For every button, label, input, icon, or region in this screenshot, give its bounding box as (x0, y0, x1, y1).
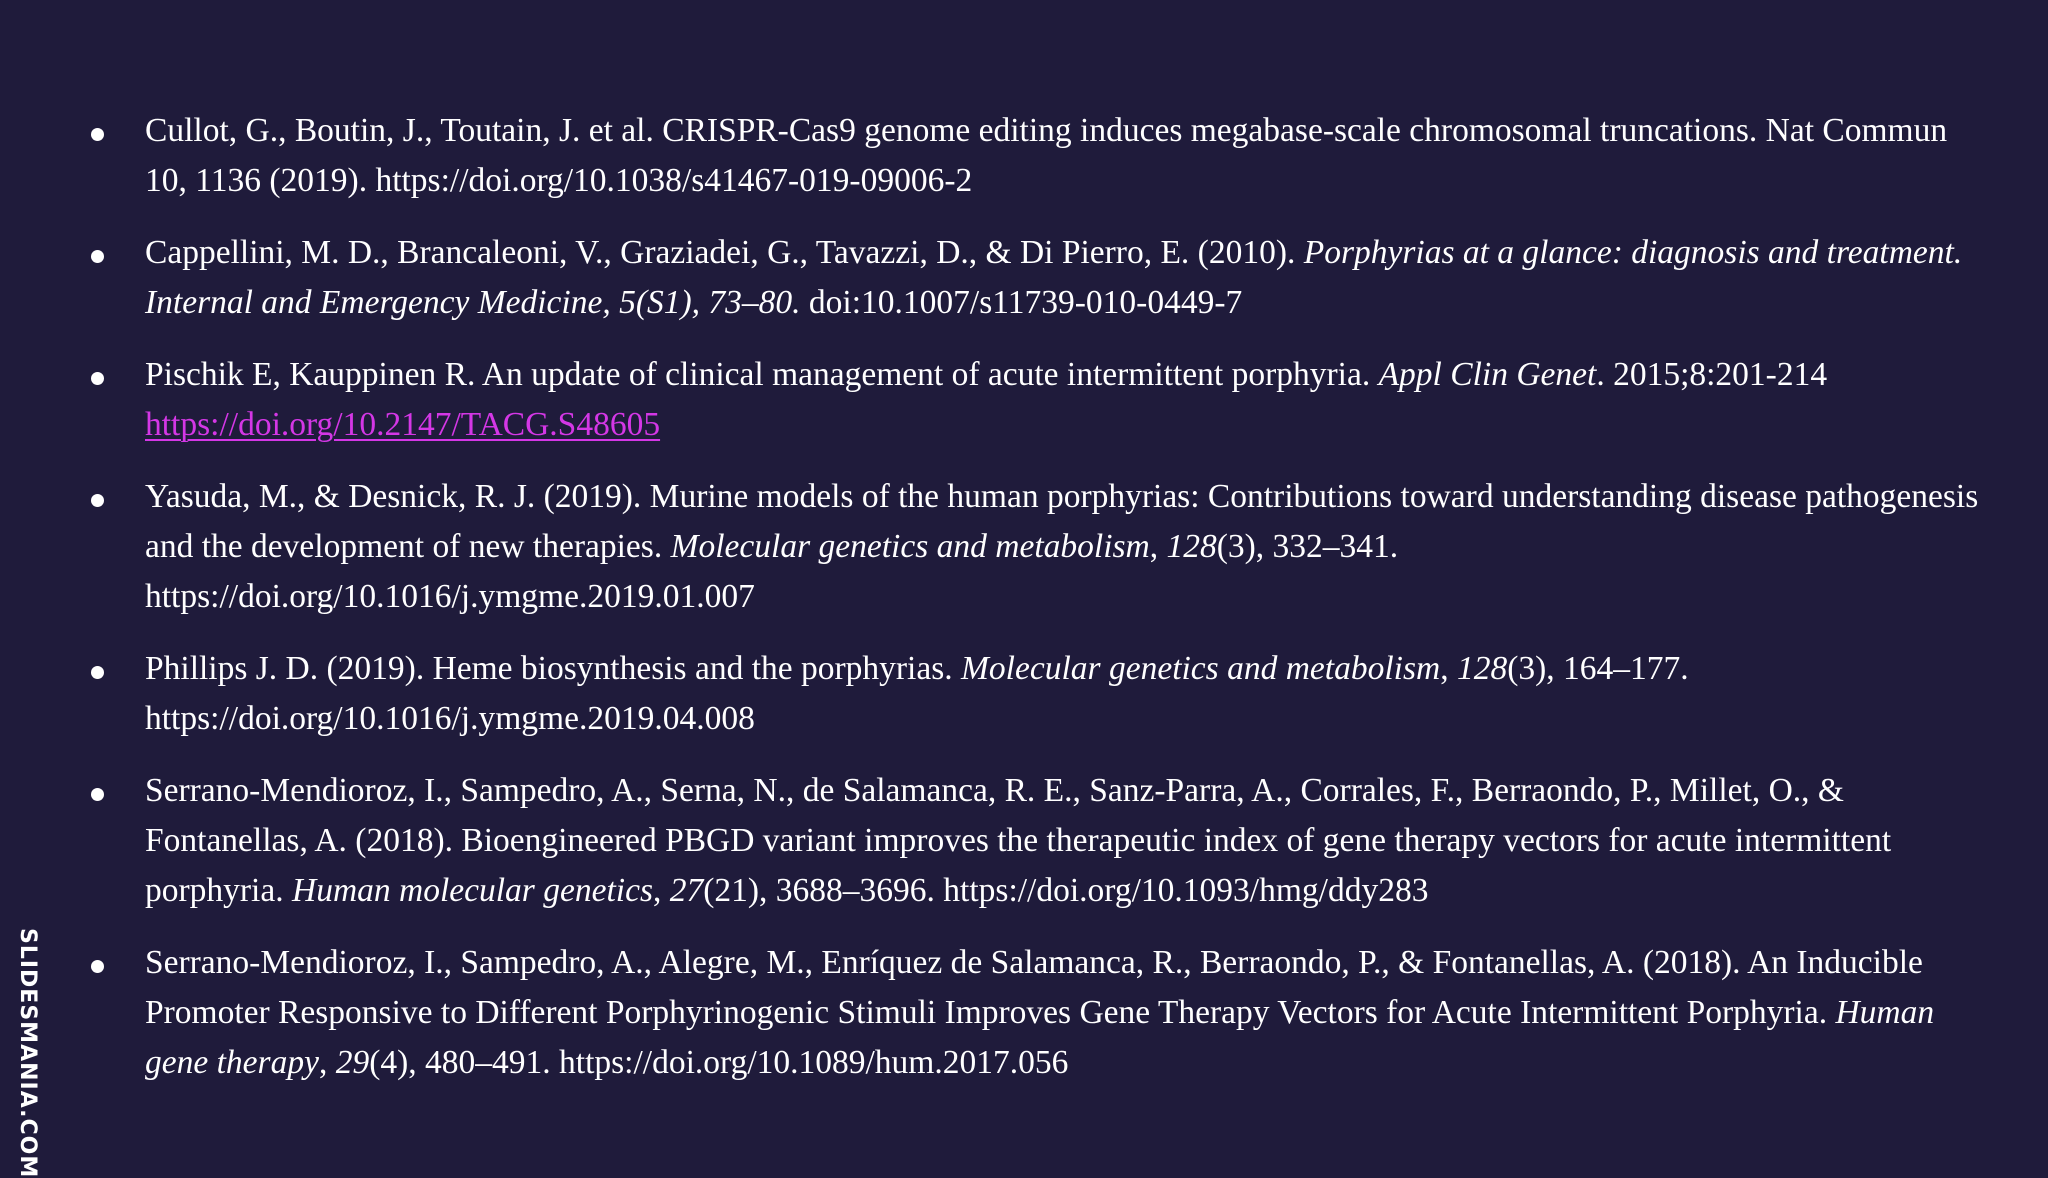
bullet-icon (91, 666, 104, 679)
bullet-icon (91, 788, 104, 801)
reference-italic-segment: Molecular genetics and metabolism (961, 650, 1441, 687)
reference-segment: (3), 332–341. https://doi.org/10.1016/j.ymgme.2019.01.007 (145, 528, 1399, 615)
reference-segment: (3), 164–177. https://doi.org/10.1016/j.ymgme.2019.04.008 (145, 650, 1689, 737)
reference-segment: . 2015;8:201-214 (1596, 356, 1828, 393)
reference-item (88, 228, 1988, 328)
reference-italic-segment: 29 (335, 1044, 370, 1081)
reference-segment: (21), 3688–3696. https://doi.org/10.1093/hmg/ddy283 (703, 872, 1429, 909)
reference-italic-segment: Molecular genetics and metabolism (670, 528, 1150, 565)
reference-italic-segment: 128 (1456, 650, 1508, 687)
doi-link[interactable]: https://doi.org/10.2147/TACG.S48605 (145, 406, 661, 443)
bullet-icon (91, 128, 104, 141)
brand-watermark (12, 928, 42, 1178)
reference-text (145, 478, 1978, 615)
reference-italic-segment: Human gene therapy (145, 994, 1935, 1081)
reference-item (88, 350, 1988, 450)
reference-segment: , (1149, 528, 1167, 565)
reference-segment: , (652, 872, 670, 909)
reference-item (88, 938, 1988, 1088)
reference-segment: Cullot, G., Boutin, J., Toutain, J. et al. CRISPR-Cas9 genome editing induces megabase-scale chromosomal truncations. Nat Commun 10, 1136 (2019). https://doi.org/10.1038/s41467-019-09006-2 (145, 112, 1948, 199)
reference-text (145, 356, 1827, 443)
reference-segment: (4), 480–491. https://doi.org/10.1089/hum.2017.056 (369, 1044, 1069, 1081)
brand-text: SLIDESMANIA.COM (15, 928, 40, 1178)
reference-segment: , (318, 1044, 336, 1081)
reference-text (145, 234, 1962, 321)
reference-list (88, 106, 1988, 1110)
reference-text (145, 772, 1891, 909)
reference-item (88, 106, 1988, 206)
reference-segment: Phillips J. D. (2019). Heme biosynthesis and the porphyrias. (145, 650, 962, 687)
reference-segment: Pischik E, Kauppinen R. An update of clinical management of acute intermittent porphyria. (145, 356, 1379, 393)
reference-item (88, 472, 1988, 622)
reference-italic-segment: Appl Clin Genet (1378, 356, 1597, 393)
reference-segment: Serrano-Mendioroz, I., Sampedro, A., Alegre, M., Enríquez de Salamanca, R., Berraondo, P., & Fontanellas, A. (2018). An Inducible Promoter Responsive to Different Porphyrinogenic Stimuli Improves Gene Therapy Vectors for Acute Intermittent Porphyria. (145, 944, 1923, 1031)
reference-segment: Cappellini, M. D., Brancaleoni, V., Graziadei, G., Tavazzi, D., & Di Pierro, E. (2010). (145, 234, 1304, 271)
reference-italic-segment: 27 (669, 872, 704, 909)
reference-segment: Serrano-Mendioroz, I., Sampedro, A., Serna, N., de Salamanca, R. E., Sanz-Parra, A., Corrales, F., Berraondo, P., Millet, O., & Fontanellas, A. (2018). Bioengineered PBGD variant improves the therapeutic index of gene therapy vectors for acute intermittent porphyria. (145, 772, 1892, 909)
reference-text (145, 650, 1689, 737)
reference-item (88, 644, 1988, 744)
reference-italic-segment: Human molecular genetics (292, 872, 653, 909)
bullet-icon (91, 494, 104, 507)
bullet-icon (91, 250, 104, 263)
reference-italic-segment: Porphyrias at a glance: diagnosis and treatment. Internal and Emergency Medicine, 5(S1), 73–80. (145, 234, 1963, 321)
reference-item (88, 766, 1988, 916)
reference-italic-segment: 128 (1166, 528, 1217, 565)
reference-segment: Yasuda, M., & Desnick, R. J. (2019). Murine models of the human porphyrias: Contributions toward understanding disease pathogenesis and the development of new therapies. (145, 478, 1979, 565)
bullet-icon (91, 960, 104, 973)
reference-segment: , (1440, 650, 1457, 687)
reference-text (145, 112, 1947, 199)
reference-text (145, 944, 1934, 1081)
bullet-icon (91, 372, 104, 385)
reference-segment: doi:10.1007/s11739-010-0449-7 (800, 284, 1243, 321)
